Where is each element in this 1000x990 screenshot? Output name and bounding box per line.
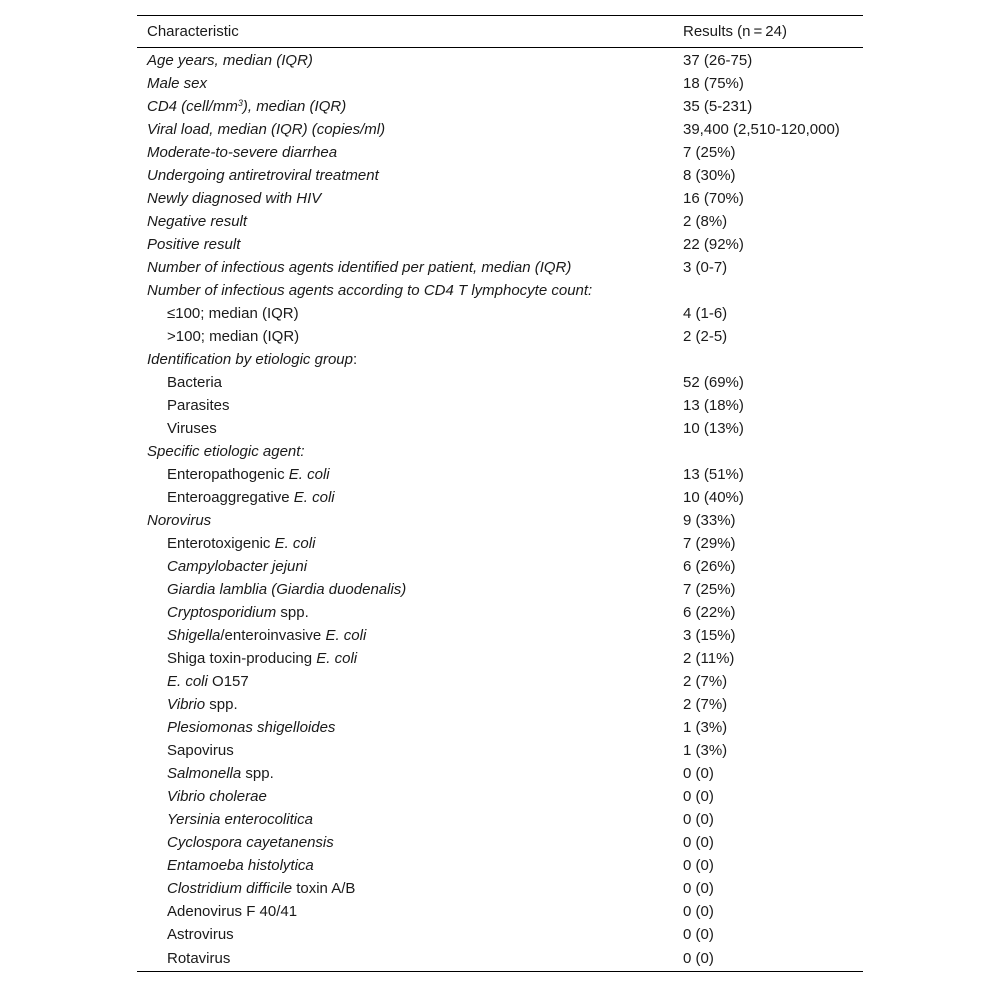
table-row: [137, 394, 863, 417]
table-row: [137, 762, 863, 785]
row-value-empty: [673, 279, 863, 302]
table-row: [137, 486, 863, 509]
table-row: [137, 923, 863, 946]
results-table-container: [137, 15, 863, 972]
table-row: [137, 164, 863, 187]
row-label: Age years, median (IQR): [147, 52, 313, 69]
row-label: Newly diagnosed with HIV: [147, 190, 322, 207]
row-label: [137, 877, 673, 900]
row-label: [137, 95, 673, 118]
row-value: 4 (1-6): [683, 305, 728, 322]
row-value: 0 (0): [683, 903, 714, 920]
row-value: 9 (33%): [683, 512, 736, 529]
table-row: [137, 509, 863, 532]
row-value: 6 (22%): [683, 604, 736, 621]
row-value: 8 (30%): [683, 167, 736, 184]
row-value: 37 (26-75): [683, 52, 753, 69]
table-row: [137, 72, 863, 95]
section-label: [137, 348, 673, 371]
table-row: [137, 670, 863, 693]
table-row: [137, 647, 863, 670]
row-label-part: Shiga toxin-producing: [167, 650, 317, 667]
table-row: [137, 302, 863, 325]
row-label-part: Salmonella: [167, 765, 242, 782]
row-label: [137, 647, 673, 670]
table-row: [137, 118, 863, 141]
table-row: [137, 785, 863, 808]
row-label: Bacteria: [167, 374, 223, 391]
row-value: 0 (0): [683, 765, 714, 782]
row-label: [137, 670, 673, 693]
row-label-part: toxin A/B: [292, 880, 356, 897]
table-row: [137, 210, 863, 233]
row-label-part: Vibrio: [167, 696, 206, 713]
row-value: 2 (7%): [683, 696, 728, 713]
row-label-part: E. coli: [293, 489, 335, 506]
row-value: 6 (26%): [683, 558, 736, 575]
table-row: [137, 532, 863, 555]
row-label: Adenovirus F 40/41: [167, 903, 298, 920]
table-row: [137, 578, 863, 601]
row-label: Vibrio cholerae: [167, 788, 267, 805]
row-value: 7 (25%): [683, 581, 736, 598]
row-label: Rotavirus: [137, 946, 673, 972]
table-row: [137, 854, 863, 877]
row-value: 0 (0): [683, 834, 714, 851]
row-value: 2 (7%): [683, 673, 728, 690]
table-row: [137, 693, 863, 716]
superscript: 3: [237, 98, 243, 108]
row-label-part: ), median (IQR): [242, 98, 347, 115]
row-label-part: Identification by etiologic group: [147, 351, 353, 368]
row-label-part: /enteroinvasive: [220, 627, 326, 644]
table-row: [137, 325, 863, 348]
row-label: Giardia lamblia (Giardia duodenalis): [167, 581, 407, 598]
row-value-empty: [673, 440, 863, 463]
row-label: Sapovirus: [167, 742, 234, 759]
row-label: >100; median (IQR): [167, 328, 300, 345]
table-row: [137, 900, 863, 923]
row-value: 0 (0): [683, 880, 714, 897]
table-row: [137, 555, 863, 578]
row-value: 0 (0): [673, 946, 863, 972]
row-label-part: CD4 (cell/mm: [147, 98, 238, 115]
table-row: [137, 348, 863, 371]
row-value: 0 (0): [683, 926, 714, 943]
row-label-part: E. coli: [288, 466, 330, 483]
row-label-part: E. coli: [316, 650, 358, 667]
table-row: [137, 279, 863, 302]
row-value: 10 (40%): [683, 489, 744, 506]
row-label: Yersinia enterocolitica: [167, 811, 313, 828]
row-label-part: E. coli: [274, 535, 316, 552]
table-row: [137, 141, 863, 164]
row-label: Plesiomonas shigelloides: [167, 719, 336, 736]
row-label: Negative result: [147, 213, 248, 230]
table-row: [137, 48, 863, 73]
row-label: Moderate-to-severe diarrhea: [147, 144, 338, 161]
row-value: 2 (11%): [683, 650, 735, 667]
row-label-part: E. coli: [167, 673, 208, 690]
row-label: [137, 601, 673, 624]
table-row: [137, 95, 863, 118]
row-value: 0 (0): [683, 857, 714, 874]
header-results: Results (n = 24): [673, 16, 863, 48]
row-label-part: Enteroaggregative: [167, 489, 294, 506]
table-row: [137, 831, 863, 854]
row-label: Number of infectious agents identified per patient, median (IQR): [147, 259, 572, 276]
table-row: [137, 187, 863, 210]
row-value: 52 (69%): [683, 374, 744, 391]
table-row: [137, 624, 863, 647]
row-value: 13 (18%): [683, 397, 744, 414]
table-row: [137, 808, 863, 831]
row-label-part: :: [352, 351, 358, 368]
row-label: Positive result: [147, 236, 241, 253]
row-label: Male sex: [147, 75, 208, 92]
row-value: 13 (51%): [683, 466, 744, 483]
row-label-part: Clostridium difficile: [167, 880, 293, 897]
table-row: [137, 463, 863, 486]
row-label-part: spp.: [205, 696, 238, 713]
row-label-part: E. coli: [325, 627, 367, 644]
table-row: [137, 877, 863, 900]
row-label: Viral load, median (IQR) (copies/ml): [147, 121, 386, 138]
row-label: [137, 532, 673, 555]
row-label: Astrovirus: [167, 926, 234, 943]
table-row: [137, 716, 863, 739]
row-value: 3 (0-7): [683, 259, 728, 276]
results-table: [137, 15, 863, 972]
row-value: 22 (92%): [683, 236, 744, 253]
row-label: Campylobacter jejuni: [167, 558, 308, 575]
row-label-part: Cryptosporidium: [167, 604, 277, 621]
row-label: ≤100; median (IQR): [167, 305, 299, 322]
row-label-part: O157: [207, 673, 249, 690]
row-label: [137, 762, 673, 785]
row-label: Parasites: [167, 397, 230, 414]
row-value: 7 (25%): [683, 144, 736, 161]
row-label: [137, 486, 673, 509]
row-value: 2 (8%): [683, 213, 728, 230]
table-row: [137, 946, 863, 972]
section-label: Number of infectious agents according to CD4 T lymphocyte count:: [147, 282, 593, 299]
row-value: 1 (3%): [683, 719, 728, 736]
row-value: 35 (5-231): [683, 98, 753, 115]
header-characteristic: Characteristic: [137, 16, 673, 48]
table-row: [137, 601, 863, 624]
row-label-part: Enterotoxigenic: [167, 535, 275, 552]
row-value: 0 (0): [683, 788, 714, 805]
row-label: [137, 624, 673, 647]
header-row: [137, 16, 863, 48]
row-label-part: Shigella: [167, 627, 221, 644]
table-row: [137, 417, 863, 440]
row-value: 1 (3%): [683, 742, 728, 759]
row-value: 10 (13%): [683, 420, 744, 437]
table-row: [137, 256, 863, 279]
row-label-part: spp.: [241, 765, 274, 782]
table-row: [137, 233, 863, 256]
section-label: Specific etiologic agent:: [147, 443, 305, 460]
row-value: 7 (29%): [683, 535, 736, 552]
table-row: [137, 371, 863, 394]
table-row: [137, 440, 863, 463]
row-value: 2 (2-5): [683, 328, 728, 345]
row-label: [137, 463, 673, 486]
row-label: Undergoing antiretroviral treatment: [147, 167, 379, 184]
row-label-part: spp.: [276, 604, 309, 621]
row-value: 3 (15%): [683, 627, 736, 644]
row-label: [137, 693, 673, 716]
row-label: Norovirus: [147, 512, 212, 529]
table-row: [137, 739, 863, 762]
row-label-part: Enteropathogenic: [167, 466, 289, 483]
row-value: 0 (0): [683, 811, 714, 828]
row-label: Viruses: [167, 420, 217, 437]
row-label: Cyclospora cayetanensis: [167, 834, 334, 851]
row-value: 39,400 (2,510-120,000): [683, 121, 840, 138]
row-label: Entamoeba histolytica: [167, 857, 314, 874]
row-value: 18 (75%): [683, 75, 744, 92]
row-value: 16 (70%): [683, 190, 744, 207]
row-value-empty: [673, 348, 863, 371]
